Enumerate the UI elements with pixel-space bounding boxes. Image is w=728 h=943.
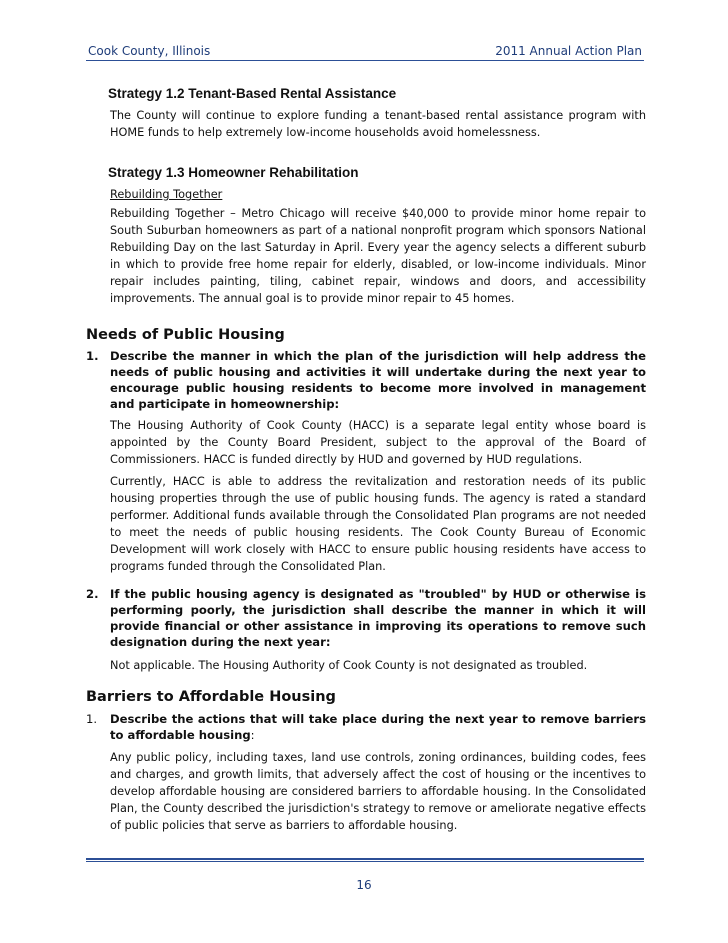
footer-rule: [86, 858, 644, 860]
strategy-1-3-body: Rebuilding Together – Metro Chicago will receive $40,000 to provide minor home repair to South Suburban homeowners as part of a national nonprofit program which sponsors National Rebuilding Day on the last Saturday in April. Every year the agency selects a different suburb in which to provide free home repair for elderly, disabled, or low-income individuals. Minor repair includes painting, tiling, cabinet repair, windows and doors, and accessibility improvements. The annual goal is to provide minor repair to 45 homes.: [110, 207, 646, 305]
barriers-title: Barriers to Affordable Housing: [86, 689, 336, 705]
strategy-1-2-title: Strategy 1.2 Tenant-Based Rental Assistance: [108, 86, 397, 101]
header-rule: [86, 60, 644, 61]
strategy-1-2-body: The County will continue to explore funding a tenant-based rental assistance program with HOME funds to help extremely low-income households avoid homelessness.: [110, 109, 646, 139]
public-housing-question-2: [86, 586, 646, 650]
header-right: 2011 Annual Action Plan: [495, 44, 642, 58]
public-housing-question-1: [86, 348, 646, 412]
page-content: [86, 86, 646, 834]
question-text: Describe the actions that will take place during the next year to remove barriers to affordable housing: [110, 712, 646, 742]
question-number: 2.: [86, 587, 99, 601]
public-housing-para-2: Currently, HACC is able to address the revitalization and restoration needs of its public housing properties through the use of public housing funds. The agency is rated a standard performer. Additional funds available through the Consolidated Plan programs are not needed to meet the needs of public housing residents. The Cook County Bureau of Economic Development will work closely with HACC to ensure public housing residents have access to programs funded through the Consolidated Plan.: [110, 475, 646, 573]
footer-rule-thin: [86, 861, 644, 862]
question-colon: :: [250, 728, 255, 742]
question-text: If the public housing agency is designated as "troubled" by HUD or otherwise is performing poorly, the jurisdiction shall describe the manner in which it will provide financial or other assistance in improving its operations to remove such designation during the next year:: [110, 587, 646, 649]
question-number: 1.: [86, 712, 98, 726]
public-housing-para-1: The Housing Authority of Cook County (HACC) is a separate legal entity whose board is appointed by the County Board President, subject to the approval of the Board of Commissioners. HACC is funded directly by HUD and governed by HUD regulations.: [110, 419, 646, 466]
question-number: 1.: [86, 349, 99, 363]
question-text: Describe the manner in which the plan of the jurisdiction will help address the needs of public housing and activities it will undertake during the next year to encourage public housing residents to become more involved in management and participate in homeownership:: [110, 349, 646, 411]
public-housing-title: Needs of Public Housing: [86, 327, 285, 343]
strategy-1-3-title: Strategy 1.3 Homeowner Rehabilitation: [108, 165, 359, 180]
public-housing-para-3: Not applicable. The Housing Authority of Cook County is not designated as troubled.: [110, 659, 588, 672]
barriers-para-1: Any public policy, including taxes, land use controls, zoning ordinances, building codes, fees and charges, and growth limits, that adversely affect the cost of housing or the incentives to develop affordable housing are considered barriers to affordable housing. In the Consolidated Plan, the County described the jurisdiction's strategy to remove or ameliorate negative effects of public policies that serve as barriers to affordable housing.: [110, 751, 646, 832]
barriers-question-1: [86, 711, 646, 743]
page-number: 16: [356, 878, 372, 892]
header-left: Cook County, Illinois: [88, 44, 211, 58]
strategy-1-3-subheading: Rebuilding Together: [110, 188, 223, 201]
